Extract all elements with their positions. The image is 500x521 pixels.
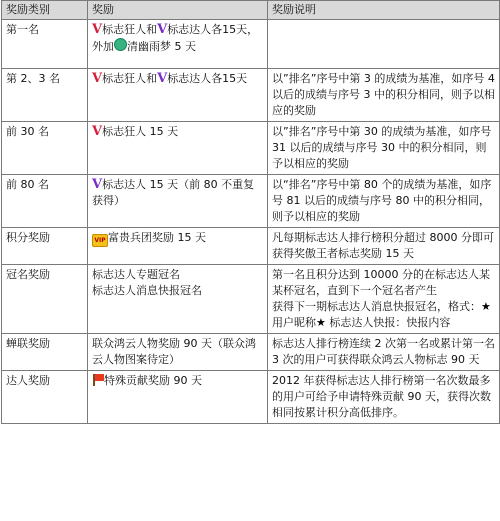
reward-cell: [88, 265, 268, 334]
category-cell: 蝉联奖励: [2, 334, 88, 371]
reward-text: 标志达人专题冠名: [92, 268, 180, 281]
reward-text: 清幽雨梦 5 天: [127, 40, 196, 53]
description-cell: 以”排名”序号中第 3 的成绩为基准，如序号 4 以后的成绩与序号 3 中的积分相同，则予以相应的奖励: [268, 69, 500, 122]
reward-cell: [88, 122, 268, 175]
table-row: [2, 334, 500, 371]
description-cell: 以“排名”序号中第 80 个的成绩为基准，如序号 81 以后的成绩与序号 80 中的积分相同，则予以相应的奖励: [268, 175, 500, 228]
v-purple-icon: V: [157, 22, 168, 37]
description-cell: 以”排名”序号中第 30 的成绩为基准，如序号 31 以后的成绩与序号 30 中的积分相同，则予以相应的奖励: [268, 122, 500, 175]
v-red-icon: V: [92, 124, 103, 139]
v-purple-icon: V: [157, 71, 168, 86]
description-segment: 标志达人快报：快报内容: [325, 316, 451, 329]
table-row: [2, 69, 500, 122]
reward-text: 标志达人各15天: [167, 72, 248, 85]
reward-cell: [88, 20, 268, 69]
category-cell: 第 2、3 名: [2, 69, 88, 122]
reward-cell: [88, 228, 268, 265]
description-cell: 2012 年获得标志达人排行榜第一名次数最多的用户可给予申请特殊贡献 90 天，获得次数相同按累计积分高低排序。: [268, 371, 500, 424]
category-cell: 积分奖励: [2, 228, 88, 265]
table-row: [2, 122, 500, 175]
header-row: [2, 1, 500, 20]
category-cell: 前 80 名: [2, 175, 88, 228]
reward-text: 特殊贡献奖励 90 天: [104, 374, 202, 387]
reward-text: 富贵兵团奖励 15 天: [108, 231, 206, 244]
reward-text: 标志达人各15天，外加: [92, 23, 259, 53]
description-cell: [268, 20, 500, 69]
reward-cell: [88, 175, 268, 228]
v-red-icon: V: [92, 22, 103, 37]
category-cell: 前 30 名: [2, 122, 88, 175]
v-red-icon: V: [92, 71, 103, 86]
table-row: [2, 265, 500, 334]
category-cell: 达人奖励: [2, 371, 88, 424]
vip-badge-icon: VIP: [92, 234, 108, 247]
description-text: [272, 299, 495, 331]
reward-text: 标志狂人 15 天: [102, 125, 179, 138]
description-segment: 获得下一期标志达人消息快报冠名，格式：: [272, 300, 481, 313]
description-segment: 用户昵称: [272, 316, 316, 329]
description-cell: [268, 265, 500, 334]
table-row: [2, 371, 500, 424]
star-icon: ★: [316, 316, 326, 329]
round-badge-icon: [114, 38, 127, 51]
table-row: [2, 175, 500, 228]
reward-text: 标志狂人和: [102, 72, 158, 85]
reward-cell: [88, 69, 268, 122]
reward-table: [1, 0, 500, 424]
header-reward: 奖励: [88, 1, 268, 20]
reward-cell: [88, 371, 268, 424]
reward-text: 标志狂人和: [102, 23, 158, 36]
category-cell: 冠名奖励: [2, 265, 88, 334]
table-row: [2, 228, 500, 265]
red-flag-icon: [92, 374, 104, 386]
reward-text: 标志达人消息快报冠名: [92, 284, 202, 297]
description-text: 第一名且积分达到 10000 分的在标志达人某某杯冠名，直到下一个冠名者产生: [272, 268, 490, 297]
reward-text: 标志达人 15 天（前 80 不重复获得）: [92, 178, 255, 207]
star-icon: ★: [481, 300, 491, 313]
table-row: [2, 20, 500, 69]
v-purple-icon: V: [92, 177, 103, 192]
reward-cell: 联众鸿云人物奖励 90 天（联众鸿云人物图案待定）: [88, 334, 268, 371]
description-cell: 标志达人排行榜连续 2 次第一名或累计第一名 3 次的用户可获得联众鸿云人物标志 90 天: [268, 334, 500, 371]
header-category: 奖励类别: [2, 1, 88, 20]
category-cell: 第一名: [2, 20, 88, 69]
header-description: 奖励说明: [268, 1, 500, 20]
description-cell: 凡每期标志达人排行榜积分超过 8000 分即可获得奖傲王者标志奖励 15 天: [268, 228, 500, 265]
